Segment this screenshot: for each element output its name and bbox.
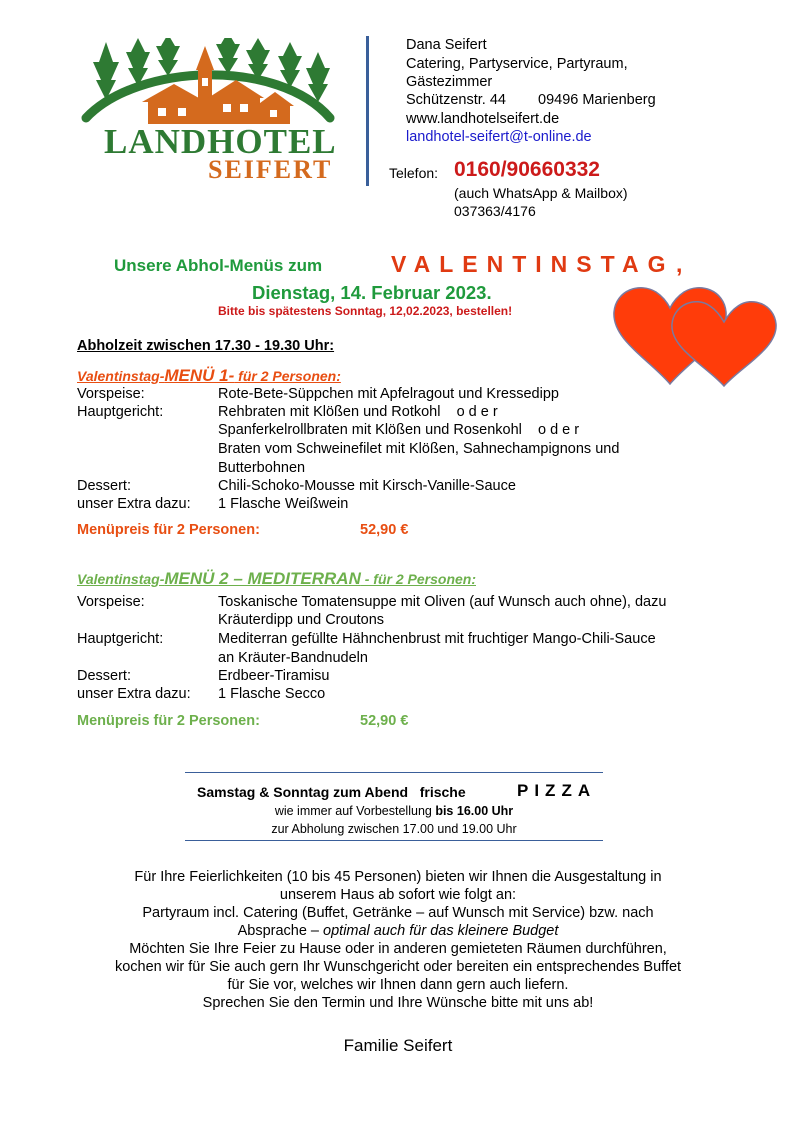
menu1-main-3: Braten vom Schweinefilet mit Klößen, Sahnechampignons und bbox=[218, 441, 620, 457]
phone-number[interactable]: 0160/90660332 bbox=[454, 158, 600, 181]
order-deadline-note: Bitte bis spätestens Sonntag, 12,02.2023, bestellen! bbox=[218, 304, 513, 318]
contact-city: 09496 Marienberg bbox=[538, 92, 656, 108]
closing-line-1: Für Ihre Feierlichkeiten (10 bis 45 Personen) bieten wir Ihnen die Ausgestaltung in bbox=[134, 869, 662, 885]
closing-line-3: Partyraum incl. Catering (Buffet, Getränke – auf Wunsch mit Service) bzw. nach bbox=[142, 905, 654, 921]
menu2-title-prefix: Valentinstag- bbox=[77, 571, 165, 587]
headline-date: Dienstag, 14. Februar 2023. bbox=[252, 282, 492, 303]
closing-line-4-text: Absprache – bbox=[237, 923, 324, 939]
menu2-main-label: Hauptgericht: bbox=[77, 631, 164, 647]
pizza-bottom-rule bbox=[185, 840, 603, 841]
closing-line-4-italic: optimal auch für das kleinere Budget bbox=[323, 923, 559, 939]
menu1-title-prefix: Valentinstag- bbox=[77, 368, 165, 384]
closing-line-4 bbox=[60, 923, 736, 941]
phone-note: (auch WhatsApp & Mailbox) bbox=[454, 185, 628, 201]
phone-label: Telefon: bbox=[389, 165, 439, 181]
menu1-main-2: Spanferkelrollbraten mit Klößen und Rosenkohl o d e r bbox=[218, 422, 580, 438]
headline-comma: , bbox=[676, 251, 683, 277]
contact-name: Dana Seifert bbox=[406, 37, 487, 53]
menu1-main-label: Hauptgericht: bbox=[77, 404, 164, 420]
closing-line-8: Sprechen Sie den Termin und Ihre Wünsche bitte mit uns ab! bbox=[202, 995, 594, 1011]
hearts-icon bbox=[610, 280, 780, 390]
menu2-dessert: Erdbeer-Tiramisu bbox=[218, 668, 330, 684]
menu2-title-name: MENÜ 2 – MEDITERRAN bbox=[164, 569, 361, 588]
menu1-starter: Rote-Bete-Süppchen mit Apfelragout und Kressedipp bbox=[218, 386, 559, 402]
closing-line-6: kochen wir für Sie auch gern Ihr Wunschgericht oder bereiten ein entsprechendes Buffet bbox=[114, 959, 682, 975]
menu1-price-label: Menüpreis für 2 Personen: bbox=[77, 522, 260, 538]
headline-valentinstag: VALENTINSTAG bbox=[391, 251, 675, 277]
pizza-weekend-line: Samstag & Sonntag zum Abend frische bbox=[197, 784, 466, 800]
pickup-time: Abholzeit zwischen 17.30 - 19.30 Uhr: bbox=[77, 338, 335, 354]
header-divider bbox=[366, 36, 369, 186]
pizza-top-rule bbox=[185, 772, 603, 773]
logo-text-landhotel: LANDHOTEL bbox=[104, 122, 337, 161]
closing-line-2: unserem Haus ab sofort wie folgt an: bbox=[279, 887, 517, 903]
closing-line-7: für Sie vor, welches wir Ihnen dann gern auch liefern. bbox=[227, 977, 569, 993]
contact-website-link[interactable]: www.landhotelseifert.de bbox=[406, 111, 560, 127]
menu2-extra: 1 Flasche Secco bbox=[218, 686, 326, 702]
headline-intro: Unsere Abhol-Menüs zum bbox=[114, 256, 323, 275]
menu2-dessert-label: Dessert: bbox=[77, 668, 131, 684]
pizza-order-line bbox=[185, 804, 603, 818]
logo-text-seifert: SEIFERT bbox=[208, 155, 333, 184]
pizza-order-text: wie immer auf Vorbestellung bbox=[274, 804, 436, 818]
menu1-main-4: Butterbohnen bbox=[218, 460, 306, 476]
menu1-title bbox=[77, 366, 341, 386]
contact-street: Schützenstr. 44 bbox=[406, 92, 506, 108]
menu1-main-1: Rehbraten mit Klößen und Rotkohl o d e r bbox=[218, 404, 498, 420]
menu2-title bbox=[77, 569, 476, 589]
contact-services: Catering, Partyservice, Partyraum, bbox=[406, 56, 628, 72]
menu2-extra-label: unser Extra dazu: bbox=[77, 686, 191, 702]
menu2-main-1: Mediterran gefüllte Hähnchenbrust mit fruchtiger Mango-Chili-Sauce bbox=[218, 631, 656, 647]
menu2-title-suffix: - für 2 Personen: bbox=[360, 571, 476, 587]
closing-line-5: Möchten Sie Ihre Feier zu Hause oder in anderen gemieteten Räumen durchführen, bbox=[129, 941, 667, 957]
menu1-extra: 1 Flasche Weißwein bbox=[218, 496, 349, 512]
menu1-dessert: Chili-Schoko-Mousse mit Kirsch-Vanille-Sauce bbox=[218, 478, 516, 494]
menu2-price: 52,90 € bbox=[360, 713, 409, 729]
phone-number-2[interactable]: 037363/4176 bbox=[454, 203, 536, 219]
pizza-pickup-line: zur Abholung zwischen 17.00 und 19.00 Uhr bbox=[271, 822, 517, 836]
pizza-order-deadline: bis 16.00 Uhr bbox=[435, 804, 514, 818]
menu2-starter-label: Vorspeise: bbox=[77, 594, 145, 610]
signature: Familie Seifert bbox=[343, 1036, 453, 1055]
contact-email-link[interactable]: landhotel-seifert@t-online.de bbox=[406, 129, 592, 145]
contact-services-2: Gästezimmer bbox=[406, 74, 493, 90]
menu2-starter-2: Kräuterdipp und Croutons bbox=[218, 612, 385, 628]
menu1-price: 52,90 € bbox=[360, 522, 409, 538]
menu2-main-2: an Kräuter-Bandnudeln bbox=[218, 650, 368, 666]
pizza-word: PIZZA bbox=[517, 781, 597, 800]
menu1-title-name: MENÜ 1- bbox=[164, 366, 235, 385]
menu1-dessert-label: Dessert: bbox=[77, 478, 131, 494]
menu1-starter-label: Vorspeise: bbox=[77, 386, 145, 402]
menu2-price-label: Menüpreis für 2 Personen: bbox=[77, 713, 260, 729]
menu2-starter-1: Toskanische Tomatensuppe mit Oliven (auf Wunsch auch ohne), dazu bbox=[218, 594, 667, 610]
menu1-extra-label: unser Extra dazu: bbox=[77, 496, 191, 512]
menu1-title-suffix: für 2 Personen: bbox=[234, 368, 341, 384]
